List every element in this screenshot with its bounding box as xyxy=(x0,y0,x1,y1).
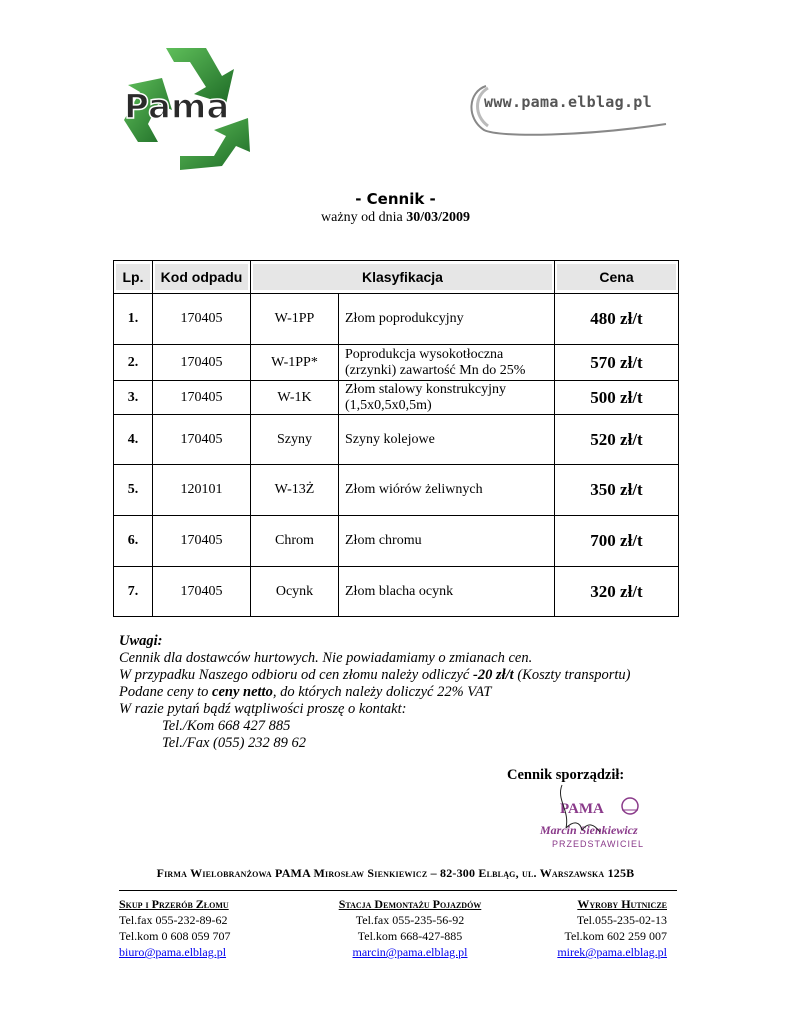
price-table xyxy=(113,260,679,617)
row-cena: 320 zł/t xyxy=(555,567,679,617)
page-title: - Cennik - xyxy=(355,190,436,208)
header-cena: Cena xyxy=(555,261,679,294)
row-lp: 7. xyxy=(114,567,153,617)
row-kod: 170405 xyxy=(153,567,251,617)
footer-kom: Tel.kom 0 608 059 707 xyxy=(119,929,231,943)
row-kod: 170405 xyxy=(153,415,251,465)
valid-from-prefix: ważny od dnia xyxy=(321,210,403,225)
row-cena: 570 zł/t xyxy=(555,345,679,381)
footer-tel: Tel.055-235-02-13 xyxy=(576,913,667,927)
row-lp: 6. xyxy=(114,516,153,567)
row-opis: Poprodukcja wysokotłoczna (zrzynki) zawartość Mn do 25% xyxy=(339,345,555,381)
row-kod: 170405 xyxy=(153,381,251,415)
row-symbol: Szyny xyxy=(251,415,339,465)
footer-column-skup xyxy=(119,896,299,960)
footer-heading: Skup i Przerób Złomu xyxy=(119,897,229,911)
table-row xyxy=(114,415,679,465)
row-symbol: W-13Ż xyxy=(251,465,339,516)
valid-from xyxy=(0,210,791,226)
row-cena: 520 zł/t xyxy=(555,415,679,465)
table-row xyxy=(114,567,679,617)
footer-heading: Wyroby Hutnicze xyxy=(577,897,667,911)
pama-recycle-logo xyxy=(118,42,254,170)
table-header-row xyxy=(114,261,679,294)
table-row xyxy=(114,516,679,567)
notes-tel1: Tel./Kom 668 427 885 xyxy=(162,718,291,734)
row-symbol: Chrom xyxy=(251,516,339,567)
row-kod: 170405 xyxy=(153,516,251,567)
website-url: www.pama.elblag.pl xyxy=(484,93,652,111)
row-opis: Złom blacha ocynk xyxy=(339,567,555,617)
signature-label: Cennik sporządził: xyxy=(507,767,625,783)
header-kod: Kod odpadu xyxy=(153,261,251,294)
notes-line2: W przypadku Naszego odbioru od cen złomu należy odliczyć -20 zł/t (Koszty transportu) xyxy=(119,667,631,683)
table-row xyxy=(114,465,679,516)
footer-kom: Tel.kom 602 259 007 xyxy=(564,929,667,943)
footer-divider xyxy=(119,890,677,891)
row-lp: 5. xyxy=(114,465,153,516)
footer-email-link[interactable]: biuro@pama.elblag.pl xyxy=(119,945,227,959)
row-symbol: W-1K xyxy=(251,381,339,415)
notes-line3: Podane ceny to ceny netto, do których należy doliczyć 22% VAT xyxy=(119,684,492,700)
row-opis: Złom stalowy konstrukcyjny (1,5x0,5x0,5m) xyxy=(339,381,555,415)
svg-text:PRZEDSTAWICIEL: PRZEDSTAWICIEL xyxy=(552,839,645,849)
footer-tel: Tel.fax 055-235-56-92 xyxy=(355,913,465,927)
footer-column-wyroby xyxy=(520,896,667,960)
footer-column-stacja xyxy=(300,896,520,960)
row-kod: 120101 xyxy=(153,465,251,516)
row-opis: Szyny kolejowe xyxy=(339,415,555,465)
row-symbol: W-1PP* xyxy=(251,345,339,381)
row-cena: 480 zł/t xyxy=(555,294,679,345)
valid-from-date: 30/03/2009 xyxy=(406,210,470,225)
notes-tel2: Tel./Fax (055) 232 89 62 xyxy=(162,735,307,751)
firm-name: Firma Wielobranżowa PAMA Mirosław Sienkiewicz – 82-300 Elbląg, ul. Warszawska 125B xyxy=(156,866,635,880)
notes-heading: Uwagi: xyxy=(119,633,163,649)
footer-email-link[interactable]: marcin@pama.elblag.pl xyxy=(352,945,468,959)
notes-line4: W razie pytań bądź wątpliwości proszę o kontakt: xyxy=(119,701,407,717)
row-cena: 350 zł/t xyxy=(555,465,679,516)
svg-text:PAMA: PAMA xyxy=(560,801,604,817)
header-lp: Lp. xyxy=(114,261,153,294)
notes xyxy=(119,633,631,752)
footer-tel: Tel.fax 055-232-89-62 xyxy=(119,913,228,927)
row-opis: Złom poprodukcyjny xyxy=(339,294,555,345)
table-row xyxy=(114,294,679,345)
signature-stamp xyxy=(530,780,670,850)
header-klasyfikacja: Klasyfikacja xyxy=(251,261,555,294)
table-row xyxy=(114,345,679,381)
table-row xyxy=(114,381,679,415)
row-kod: 170405 xyxy=(153,294,251,345)
svg-text:Marcin Sienkiewicz: Marcin Sienkiewicz xyxy=(540,823,638,837)
footer-heading: Stacja Demontażu Pojazdów xyxy=(338,897,482,911)
row-symbol: W-1PP xyxy=(251,294,339,345)
footer-kom: Tel.kom 668-427-885 xyxy=(357,929,463,943)
row-lp: 3. xyxy=(114,381,153,415)
row-opis: Złom chromu xyxy=(339,516,555,567)
logo-text: Pama xyxy=(124,87,230,127)
row-cena: 500 zł/t xyxy=(555,381,679,415)
row-lp: 4. xyxy=(114,415,153,465)
row-lp: 2. xyxy=(114,345,153,381)
row-lp: 1. xyxy=(114,294,153,345)
row-cena: 700 zł/t xyxy=(555,516,679,567)
row-symbol: Ocynk xyxy=(251,567,339,617)
row-kod: 170405 xyxy=(153,345,251,381)
notes-line1: Cennik dla dostawców hurtowych. Nie powiadamiamy o zmianach cen. xyxy=(119,650,533,666)
footer-email-link[interactable]: mirek@pama.elblag.pl xyxy=(557,945,667,959)
row-opis: Złom wiórów żeliwnych xyxy=(339,465,555,516)
